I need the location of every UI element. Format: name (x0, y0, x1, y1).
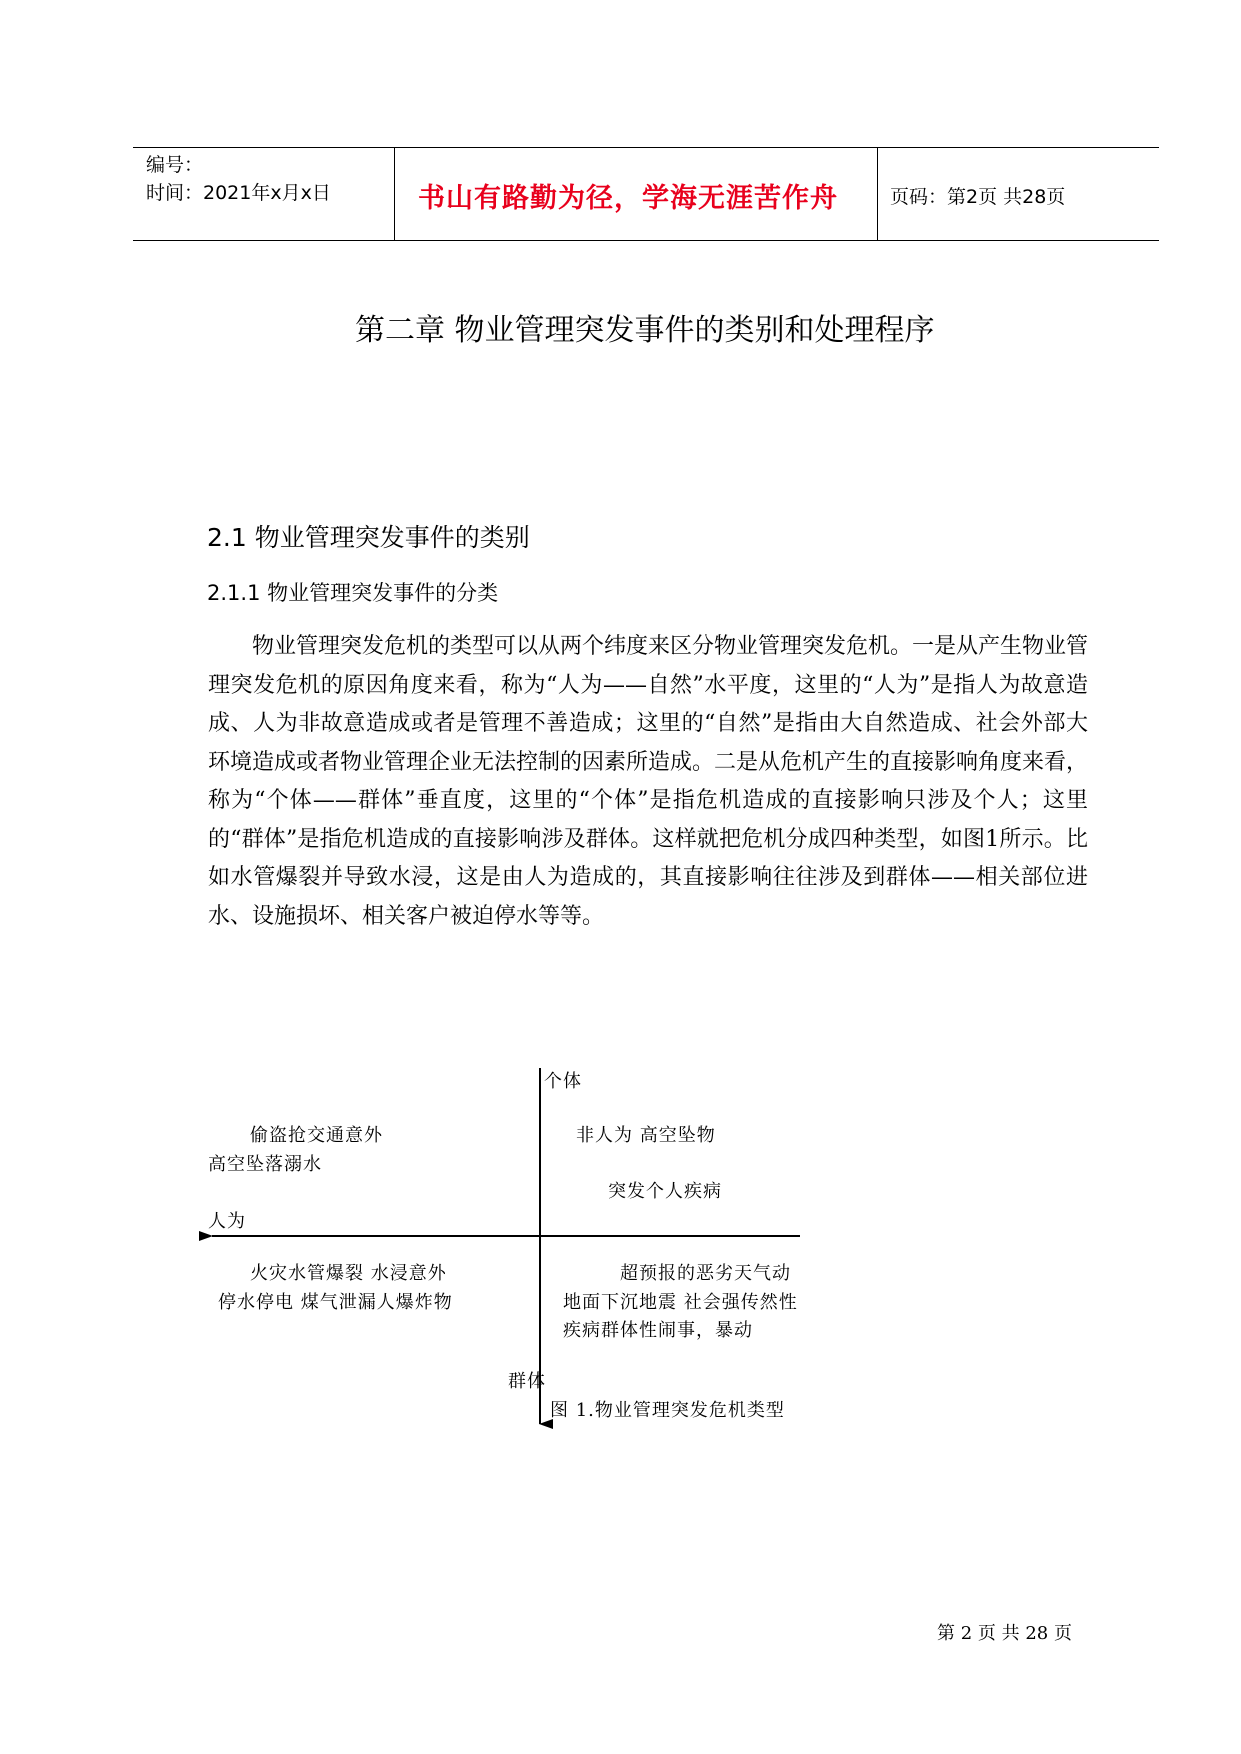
quadrant-top-right-line1: 非人为 高空坠物 (576, 1125, 716, 1146)
section-title: 2.1 物业管理突发事件的类别 (207, 523, 530, 552)
quadrant-top-left-line2: 高空坠落溺水 (208, 1154, 322, 1175)
quadrant-bottom-right-line1: 超预报的恶劣天气动 (620, 1263, 791, 1284)
quadrant-bottom-left-line2: 停水停电 煤气泄漏人爆炸物 (218, 1292, 453, 1313)
header-page-info: 页码：第2页 共28页 (890, 186, 1066, 208)
header-time-label: 时间：2021年x月x日 (146, 182, 331, 204)
axis-label-human: 人为 (208, 1211, 246, 1232)
quadrant-top-right-line2: 突发个人疾病 (608, 1181, 722, 1202)
axis-label-individual: 个体 (544, 1071, 582, 1092)
body-paragraph-text: 物业管理突发危机的类型可以从两个纬度来区分物业管理突发危机。一是从产生物业管理突发危机的原因角度来看，称为“人为——自然”水平度，这里的“人为”是指人为故意造成、人为非故意造成或者是管理不善造成；这里的“自然”是指由大自然造成、社会外部大环境造成或者物业管理企业无法控制的因素所造成。二是从危机产生的直接影响角度来看，称为“个体——群体”垂直度，这里的“个体”是指危机造成的直接影响只涉及个人；这里的“群体”是指危机造成的直接影响涉及群体。这样就把危机分成四种类型，如图1所示。比如水管爆裂并导致水浸，这是由人为造成的，其直接影响往往涉及到群体——相关部位进水、设施损坏、相关客户被迫停水等等。 (208, 634, 1089, 929)
axis-label-group: 群体 (508, 1371, 546, 1392)
quadrant-bottom-right-line2: 地面下沉地震 社会强传然性 (563, 1292, 798, 1313)
header-motto: 书山有路勤为径，学海无涯苦作舟 (418, 183, 838, 214)
chapter-title: 第二章 物业管理突发事件的类别和处理程序 (355, 313, 935, 348)
quadrant-bottom-left-line1: 火灾水管爆裂 水浸意外 (250, 1263, 447, 1284)
subsection-title: 2.1.1 物业管理突发事件的分类 (207, 581, 499, 605)
quadrant-bottom-right-line3: 疾病群体性闹事，暴动 (563, 1320, 753, 1341)
quadrant-top-left-line1: 偷盗抢交通意外 (250, 1125, 383, 1146)
figure-caption: 图 1.物业管理突发危机类型 (550, 1400, 785, 1421)
header-number-label: 编号： (146, 154, 204, 176)
page-footer: 第 2 页 共 28 页 (937, 1623, 1072, 1644)
